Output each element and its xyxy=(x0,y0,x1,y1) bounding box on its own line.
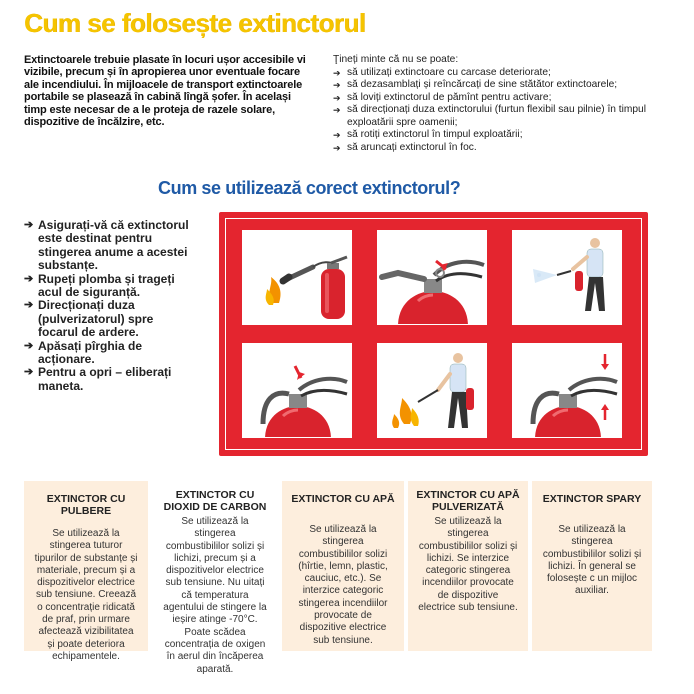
man-aiming-fire-icon xyxy=(377,343,487,438)
card-co2 xyxy=(152,481,278,675)
card-title: EXTINCTOR CU DIOXID DE CARBON xyxy=(163,489,267,513)
warning-item: ➔ să direcționați duza extinctorului (furtun flexibil sau pilnie) în timpul exploatării spre oamenii; xyxy=(333,104,678,129)
warning-item: ➔ să rotiți extinctorul în timpul exploatării; xyxy=(333,129,678,142)
usage-subtitle: Cum se utilizează corect extinctorul? xyxy=(158,178,461,198)
card-title: EXTINCTOR CU PULBERE xyxy=(46,493,126,517)
card-title: EXTINCTOR CU APĂ PULVERIZATĂ xyxy=(416,489,520,513)
press-lever-icon xyxy=(242,343,352,438)
warnings-block xyxy=(333,54,678,154)
usage-step: ➔ Direcționați duza (pulverizatorul) spre focarul de ardere. xyxy=(24,299,194,339)
intro-paragraph: Extinctoarele trebuie plasate în locuri ușor accesibile vi vizibile, precum și în apropierea unor eventuale focare ale incendiului. În mijloacele de transport extinctoarele portabile se plasează în cabină lîngă șofer. În același timp este necesar de a le proteja de razele solare, dispozitive de încălzire, etc. xyxy=(24,54,306,129)
usage-step: ➔ Rupeți plomba și trageți acul de siguranță. xyxy=(24,273,194,300)
usage-illustration-panel xyxy=(219,212,648,456)
card-title: EXTINCTOR SPARY xyxy=(542,493,642,505)
card-water xyxy=(282,481,404,651)
warning-item: ➔ să dezasamblați și reîncărcați de sine stătător extinctoarele; xyxy=(333,79,678,92)
warnings-heading: Ţineți minte că nu se poate: xyxy=(333,54,459,65)
usage-step: ➔ Asigurați-vă că extinctorul este destinat pentru stingerea anume a acestei substanțe. xyxy=(24,219,194,273)
man-spraying-icon xyxy=(512,230,622,325)
card-body: Se utilizează la stingerea combustibililor solizi (hîrtie, lemn, plastic, cauciuc, etc.). Se interzice categoric stingerea incendiilor provocate de dispozitive electrice sub tensiune. xyxy=(298,524,388,646)
pull-pin-icon xyxy=(377,230,487,325)
usage-step: ➔ Apăsați pîrghia de acționare. xyxy=(24,340,194,367)
usage-step: ➔ Pentru a opri – eliberați maneta. xyxy=(24,366,194,393)
card-body: Se utilizează la stingerea tuturor tipurilor de substanțe și materiale, precum și a dispozitivelor electrice sub tensiune. Creează o concentrație ridicată de praf, prin urmare afectează vizibilitatea și poate deteriora echipamentele. xyxy=(34,528,138,662)
card-body: Se utilizează la stingerea combustibililor solizi și lichizi. Se interzice categoric stingerea incendiilor provocate de dispozitive electrice sub tensiune. xyxy=(418,516,518,614)
warning-item: ➔ să loviți extinctorul de pămînt pentru activare; xyxy=(333,92,678,105)
card-body: Se utilizează la stingerea combustibililor solizi și lichizi. În general se folosește c un mijloc auxiliar. xyxy=(542,524,642,597)
warning-item: ➔ să utilizați extinctoare cu carcase deteriorate; xyxy=(333,67,678,80)
card-powder xyxy=(24,481,148,662)
page-title: Cum se folosește extinctorul xyxy=(24,8,366,38)
warning-item: ➔ să aruncați extinctorul în foc. xyxy=(333,142,678,155)
card-water-spray xyxy=(408,481,528,651)
extinguisher-types xyxy=(24,481,652,675)
usage-steps xyxy=(24,219,194,393)
card-body: Se utilizează la stingerea combustibililor solizi și lichizi, precum și a dispozitivelor electrice sub tensiune. Nu uitați că temperatura agentului de stingere la ieșire atinge -70°C. Poate scădea concentrația de oxigen în aerul din încăperea aparată. xyxy=(163,516,267,675)
warnings-list xyxy=(333,67,678,155)
release-lever-icon xyxy=(512,343,622,438)
extinguisher-hose-flame-icon xyxy=(242,230,352,325)
card-title: EXTINCTOR CU APĂ xyxy=(291,493,395,505)
card-spray xyxy=(532,481,652,651)
